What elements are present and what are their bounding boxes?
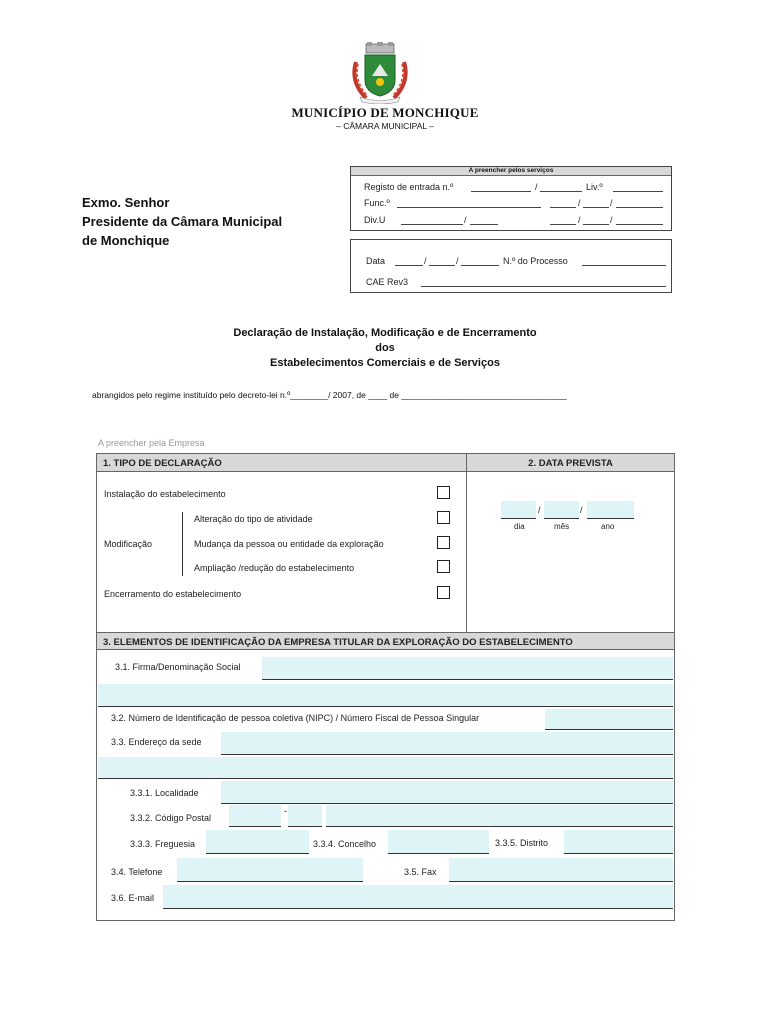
company-note: A preencher pela Empresa bbox=[98, 438, 205, 448]
fax-label: 3.5. Fax bbox=[404, 867, 437, 877]
concelho-label: 3.3.4. Concelho bbox=[313, 839, 377, 849]
func-field[interactable] bbox=[397, 196, 541, 208]
registo-year-field[interactable] bbox=[540, 180, 582, 192]
divu-date-year[interactable] bbox=[616, 213, 663, 225]
option-ampliacao-checkbox[interactable] bbox=[437, 560, 450, 573]
municipality-subtitle: – CÂMARA MUNICIPAL – bbox=[336, 121, 434, 131]
func-date-month[interactable] bbox=[583, 196, 609, 208]
date-month-caption: mês bbox=[554, 522, 570, 531]
data-month-field[interactable] bbox=[429, 254, 455, 266]
func-date-year[interactable] bbox=[616, 196, 663, 208]
concelho-field[interactable] bbox=[388, 830, 489, 854]
divu-field[interactable] bbox=[401, 213, 463, 225]
func-date-day[interactable] bbox=[550, 196, 576, 208]
registo-label: Registo de entrada n.º bbox=[364, 182, 454, 192]
livro-field[interactable] bbox=[613, 180, 663, 192]
firma-label: 3.1. Firma/Denominação Social bbox=[115, 662, 241, 672]
distrito-field[interactable] bbox=[564, 830, 673, 854]
registo-field[interactable] bbox=[471, 180, 531, 192]
addressee-line1: Exmo. Senhor bbox=[82, 195, 170, 210]
email-field[interactable] bbox=[163, 885, 673, 909]
codigo-postal-suffix-field[interactable] bbox=[288, 805, 322, 827]
section3-header: 3. ELEMENTOS DE IDENTIFICAÇÃO DA EMPRESA TITULAR DA EXPLORAÇÃO DO ESTABELECIMENTO bbox=[96, 632, 675, 650]
section1-header: 1. TIPO DE DECLARAÇÃO bbox=[96, 453, 467, 472]
planned-date-year[interactable] bbox=[587, 501, 634, 519]
date-year-caption: ano bbox=[601, 522, 615, 531]
processo-label: N.º do Processo bbox=[503, 256, 568, 266]
processo-field[interactable] bbox=[582, 254, 666, 266]
services-box: A preencher pelos serviços Registo de entrada n.º / Liv.º Func.º / / Div.U / / / bbox=[350, 166, 672, 231]
option-encerramento-label: Encerramento do estabelecimento bbox=[104, 589, 242, 599]
section-divider bbox=[466, 453, 467, 633]
divu-label: Div.U bbox=[364, 215, 386, 225]
telefone-label: 3.4. Telefone bbox=[111, 867, 163, 877]
nipc-field[interactable] bbox=[545, 709, 673, 730]
process-box: Data / / N.º do Processo CAE Rev3 bbox=[350, 239, 672, 293]
sede-field[interactable] bbox=[221, 732, 673, 755]
section2-header: 2. DATA PREVISTA bbox=[466, 453, 675, 472]
municipality-name: MUNICÍPIO DE MONCHIQUE bbox=[291, 105, 479, 120]
localidade-label: 3.3.1. Localidade bbox=[130, 788, 199, 798]
option-modificacao-label: Modificação bbox=[104, 539, 153, 549]
freguesia-label: 3.3.3. Freguesia bbox=[130, 839, 196, 849]
cae-field[interactable] bbox=[421, 275, 666, 287]
localidade-field[interactable] bbox=[221, 781, 673, 804]
option-alteracao-checkbox[interactable] bbox=[437, 511, 450, 524]
document-title-line3: Estabelecimentos Comerciais e de Serviços bbox=[270, 357, 500, 369]
firma-field-line2[interactable] bbox=[98, 684, 673, 707]
codigo-postal-locality-field[interactable] bbox=[326, 805, 673, 827]
codigo-postal-field[interactable] bbox=[229, 805, 281, 827]
option-ampliacao-label: Ampliação /redução do estabelecimento bbox=[194, 563, 355, 573]
email-label: 3.6. E-mail bbox=[111, 893, 155, 903]
telefone-field[interactable] bbox=[177, 858, 363, 882]
distrito-label: 3.3.5. Distrito bbox=[495, 838, 549, 848]
planned-date-day[interactable] bbox=[501, 501, 536, 519]
fax-field[interactable] bbox=[449, 858, 673, 882]
modification-bracket bbox=[182, 512, 183, 576]
document-title-line2: dos bbox=[375, 342, 395, 354]
freguesia-field[interactable] bbox=[206, 830, 309, 854]
date-day-caption: dia bbox=[514, 522, 525, 531]
document-title-line1: Declaração de Instalação, Modificação e de Encerramento bbox=[233, 327, 537, 339]
livro-label: Liv.º bbox=[586, 182, 603, 192]
option-encerramento-checkbox[interactable] bbox=[437, 586, 450, 599]
decree-text: abrangidos pelo regime instituído pelo decreto-lei n.º________/ 2007, de ____ de ___________________________________ bbox=[92, 390, 567, 400]
sede-field-line2[interactable] bbox=[98, 757, 673, 779]
addressee-line2: Presidente da Câmara Municipal bbox=[82, 214, 283, 229]
services-box-title: A preencher pelos serviços bbox=[468, 167, 554, 174]
cae-label: CAE Rev3 bbox=[366, 277, 409, 287]
codigo-postal-label: 3.3.2. Código Postal bbox=[130, 813, 212, 823]
option-mudanca-label: Mudança da pessoa ou entidade da exploração bbox=[194, 539, 384, 549]
divu-date-day[interactable] bbox=[550, 213, 576, 225]
divu-field-2[interactable] bbox=[470, 213, 498, 225]
data-label: Data bbox=[366, 256, 386, 266]
divu-date-month[interactable] bbox=[583, 213, 609, 225]
option-instalacao-label: Instalação do estabelecimento bbox=[104, 489, 226, 499]
addressee-line3: de Monchique bbox=[82, 233, 170, 248]
option-instalacao-checkbox[interactable] bbox=[437, 486, 450, 499]
func-label: Func.º bbox=[364, 198, 390, 208]
data-year-field[interactable] bbox=[461, 254, 499, 266]
option-mudanca-checkbox[interactable] bbox=[437, 536, 450, 549]
planned-date-month[interactable] bbox=[544, 501, 579, 519]
nipc-label: 3.2. Número de Identificação de pessoa coletiva (NIPC) / Número Fiscal de Pessoa Singular bbox=[111, 713, 480, 723]
sede-label: 3.3. Endereço da sede bbox=[111, 737, 202, 747]
municipal-crest bbox=[348, 42, 412, 104]
option-alteracao-label: Alteração do tipo de atividade bbox=[194, 514, 313, 524]
firma-field[interactable] bbox=[262, 657, 673, 680]
data-day-field[interactable] bbox=[395, 254, 423, 266]
